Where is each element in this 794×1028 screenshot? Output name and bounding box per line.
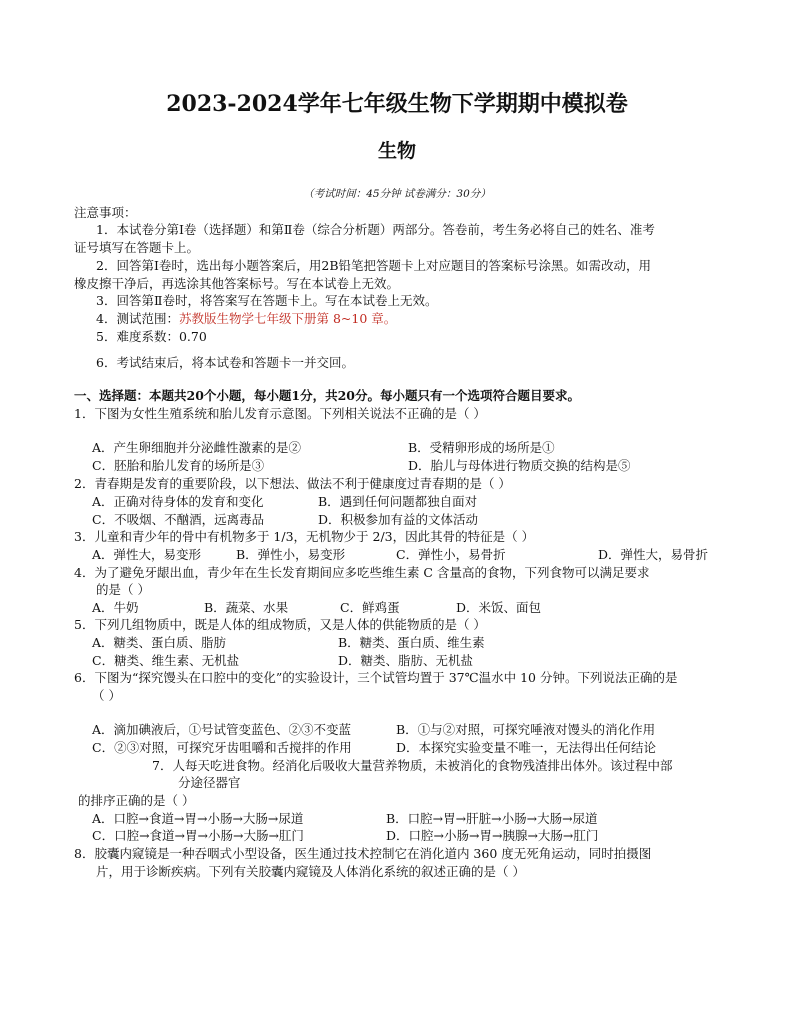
q8-stem-line-1: 8．胶囊内窥镜是一种吞咽式小型设备，医生通过技术控制它在消化道内 360 度无死角运动，同时拍摄图 [74,846,652,861]
q6-option-a: A．滴加碘液后，①号试管变蓝色、②③不变蓝 [92,722,352,737]
exam-info: （考试时间：45分钟 试卷满分：30分） [303,188,491,200]
exam-title: 2023-2024学年七年级生物下学期期中模拟卷 [166,91,628,117]
q3-option-a: A．弹性大，易变形 [92,547,202,562]
q1-option-d: D．胎儿与母体进行物质交换的结构是⑤ [408,458,631,473]
q4-option-a: A．牛奶 [92,600,139,615]
q3-option-d: D．弹性大，易骨折 [598,547,709,562]
q5-option-a: A．糖类、蛋白质、脂肪 [92,635,227,650]
q1-option-c: C．胚胎和胎儿发育的场所是③ [92,458,265,473]
q4-option-d: D．米饭、面包 [456,600,542,615]
q2-option-c: C．不吸烟、不酗酒，远离毒品 [92,512,265,527]
q5-option-c: C．糖类、维生素、无机盐 [92,653,240,668]
q6-option-b: B．①与②对照，可探究唾液对馒头的消化作用 [396,722,656,737]
note-4 [96,311,396,327]
note-4-prefix: 4．测试范围： [96,311,179,326]
q6-stem-line-1: 6．下图为“探究馒头在口腔中的变化”的实验设计，三个试管均置于 37℃温水中 10 分钟。下列说法正确的是 [74,670,678,685]
q3-option-c: C．弹性小，易骨折 [396,547,506,562]
q3-stem: 3．儿童和青少年的骨中有机物多于 1/3，无机物少于 2/3，因此其骨的特征是（ ） [74,529,535,544]
note-2-line-2: 橡皮擦干净后，再选涂其他答案标号。写在本试卷上无效。 [74,276,400,291]
q7-stem-line-1: 7．人每天吃进食物。经消化后吸收大量营养物质，未被消化的食物残渣排出体外。该过程中部 [152,758,673,773]
q7-option-a: A．口腔→食道→胃→小肠→大肠→尿道 [92,811,304,826]
section-title: 一、选择题：本题共20个小题，每小题1分，共20分。每小题只有一个选项符合题目要求。 [74,388,580,403]
note-4-scope: 苏教版生物学七年级下册第 8~10 章。 [178,311,397,326]
q5-option-b: B．糖类、蛋白质、维生素 [338,635,485,650]
q7-stem-line-2: 分途径器官 [178,775,241,790]
q4-option-b: B．蔬菜、水果 [204,600,289,615]
q4-stem-line-1: 4．为了避免牙龈出血，青少年在生长发育期间应多吃些维生素 C 含量高的食物，下列食物可以满足要求 [74,565,650,580]
q4-stem-line-2: 的是（ ） [96,582,150,597]
note-5: 5．难度系数：0.70 [96,329,207,344]
q7-option-d: D．口腔→小肠→胃→胰腺→大肠→肛门 [386,828,599,843]
q6-option-c: C．②③对照，可探究牙齿咀嚼和舌搅拌的作用 [92,740,352,755]
q4-option-c: C．鲜鸡蛋 [340,600,400,615]
exam-subject: 生物 [377,140,416,162]
q1-option-a: A．产生卵细胞并分泌雌性激素的是② [92,440,302,455]
q5-stem: 5．下列几组物质中，既是人体的组成物质，又是人体的供能物质的是（ ） [74,617,486,632]
q7-option-c: C．口腔→食道→胃→小肠→大肠→肛门 [92,828,304,843]
note-6: 6．考试结束后，将本试卷和答题卡一并交回。 [96,355,354,370]
q2-option-d: D．积极参加有益的文体活动 [318,512,479,527]
q1-stem: 1．下图为女性生殖系统和胎儿发育示意图。下列相关说法不正确的是（ ） [74,406,486,421]
q7-option-b: B．口腔→胃→肝脏→小肠→大肠→尿道 [386,811,598,826]
note-1-line-1: 1．本试卷分第Ⅰ卷（选择题）和第Ⅱ卷（综合分析题）两部分。答卷前，考生务必将自己的姓名、准考 [96,222,655,237]
q2-option-a: A．正确对待身体的发育和变化 [92,494,264,509]
q5-option-d: D．糖类、脂肪、无机盐 [338,653,474,668]
q2-stem: 2．青春期是发育的重要阶段，以下想法、做法不利于健康度过青春期的是（ ） [74,476,511,491]
q6-option-d: D．本探究实验变量不唯一，无法得出任何结论 [396,740,657,755]
q1-option-b: B．受精卵形成的场所是① [408,440,555,455]
notes-heading: 注意事项： [74,205,137,220]
q2-option-b: B．遇到任何问题都独自面对 [318,494,478,509]
note-1-line-2: 证号填写在答题卡上。 [74,240,200,255]
q3-option-b: B．弹性小，易变形 [236,547,346,562]
q8-stem-line-2: 片，用于诊断疾病。下列有关胶囊内窥镜及人体消化系统的叙述正确的是（ ） [96,864,525,879]
q6-stem-line-2: （ ） [92,688,121,703]
q7-stem-line-3: 的排序正确的是（ ） [78,793,195,808]
note-2-line-1: 2．回答第Ⅰ卷时，选出每小题答案后，用2B铅笔把答题卡上对应题目的答案标号涂黑。如需改动，用 [96,258,652,273]
note-3: 3．回答第Ⅱ卷时，将答案写在答题卡上。写在本试卷上无效。 [96,293,438,308]
